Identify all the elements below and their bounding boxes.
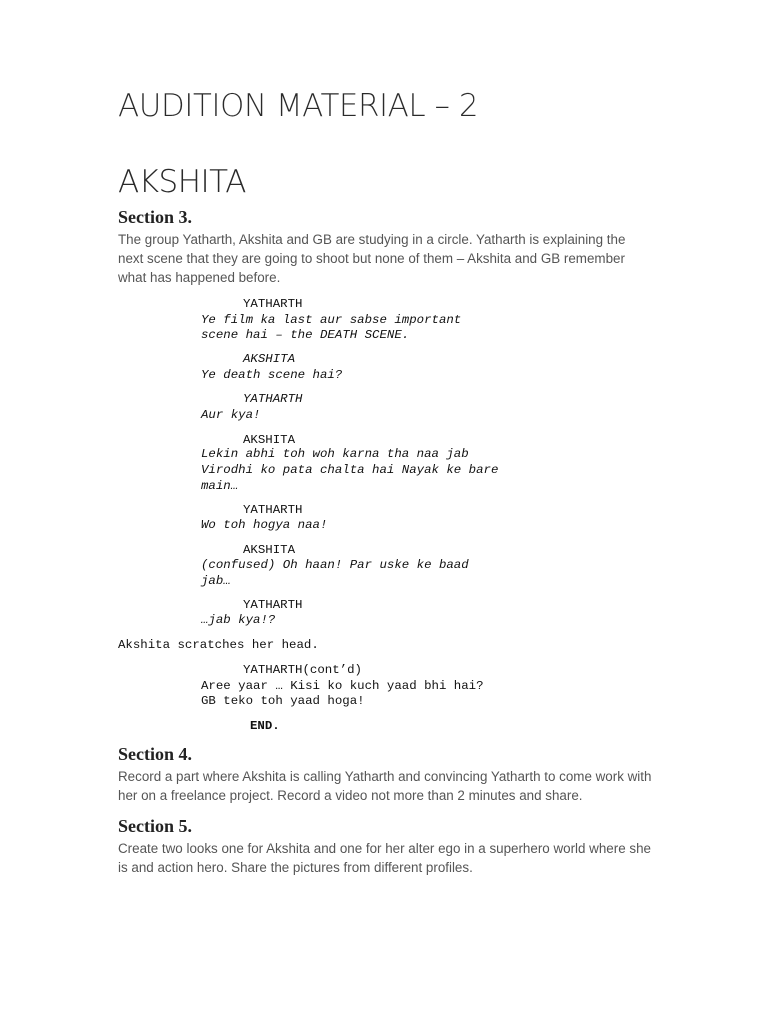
character-cue: AKSHITA <box>243 352 296 366</box>
dialogue-line: Ye death scene hai? <box>201 368 343 382</box>
dialogue-line: scene hai – the DEATH SCENE. <box>201 328 410 342</box>
character-cue: YATHARTH <box>243 297 303 311</box>
document-title: AUDITION MATERIAL – 2 <box>118 88 479 124</box>
dialogue-line: Ye film ka last aur sabse important <box>201 313 462 327</box>
section-5-heading: Section 5. <box>118 816 192 836</box>
dialogue-line: Wo toh hogya naa! <box>201 518 328 532</box>
dialogue-line: …jab kya!? <box>201 613 276 627</box>
section-4-heading: Section 4. <box>118 744 192 764</box>
section-4-description: Record a part where Akshita is calling Yatharth and convincing Yatharth to come work with her on a freelance project. Record a video not more than 2 minutes and share. <box>118 769 652 803</box>
dialogue-line: Lekin abhi toh woh karna tha naa jab <box>201 447 469 461</box>
character-cue: AKSHITA <box>243 543 296 557</box>
action-line: Akshita scratches her head. <box>118 638 319 652</box>
dialogue-line: GB teko toh yaad hoga! <box>201 694 365 708</box>
dialogue-line: jab… <box>201 574 231 588</box>
character-cue: YATHARTH <box>243 598 303 612</box>
character-name: AKSHITA <box>118 164 246 200</box>
dialogue-line: (confused) Oh haan! Par uske ke baad <box>201 558 469 572</box>
section-3-description: The group Yatharth, Akshita and GB are studying in a circle. Yatharth is explaining the next scene that they are going to shoot but none of them – Akshita and GB remember what has happened before. <box>118 232 626 285</box>
character-cue: YATHARTH(cont’d) <box>243 663 362 677</box>
dialogue-line: Virodhi ko pata chalta hai Nayak ke bare <box>201 463 499 477</box>
section-5-description: Create two looks one for Akshita and one for her alter ego in a superhero world where she is and action hero. Share the pictures from different profiles. <box>118 841 651 875</box>
character-cue: YATHARTH <box>243 392 303 406</box>
character-cue: YATHARTH <box>243 503 303 517</box>
dialogue-line: Aur kya! <box>201 408 261 422</box>
dialogue-line: main… <box>201 479 239 493</box>
dialogue-line: Aree yaar … Kisi ko kuch yaad bhi hai? <box>201 679 484 693</box>
section-3-heading: Section 3. <box>118 207 192 227</box>
character-cue: AKSHITA <box>243 433 296 447</box>
end-marker: END. <box>250 719 280 733</box>
